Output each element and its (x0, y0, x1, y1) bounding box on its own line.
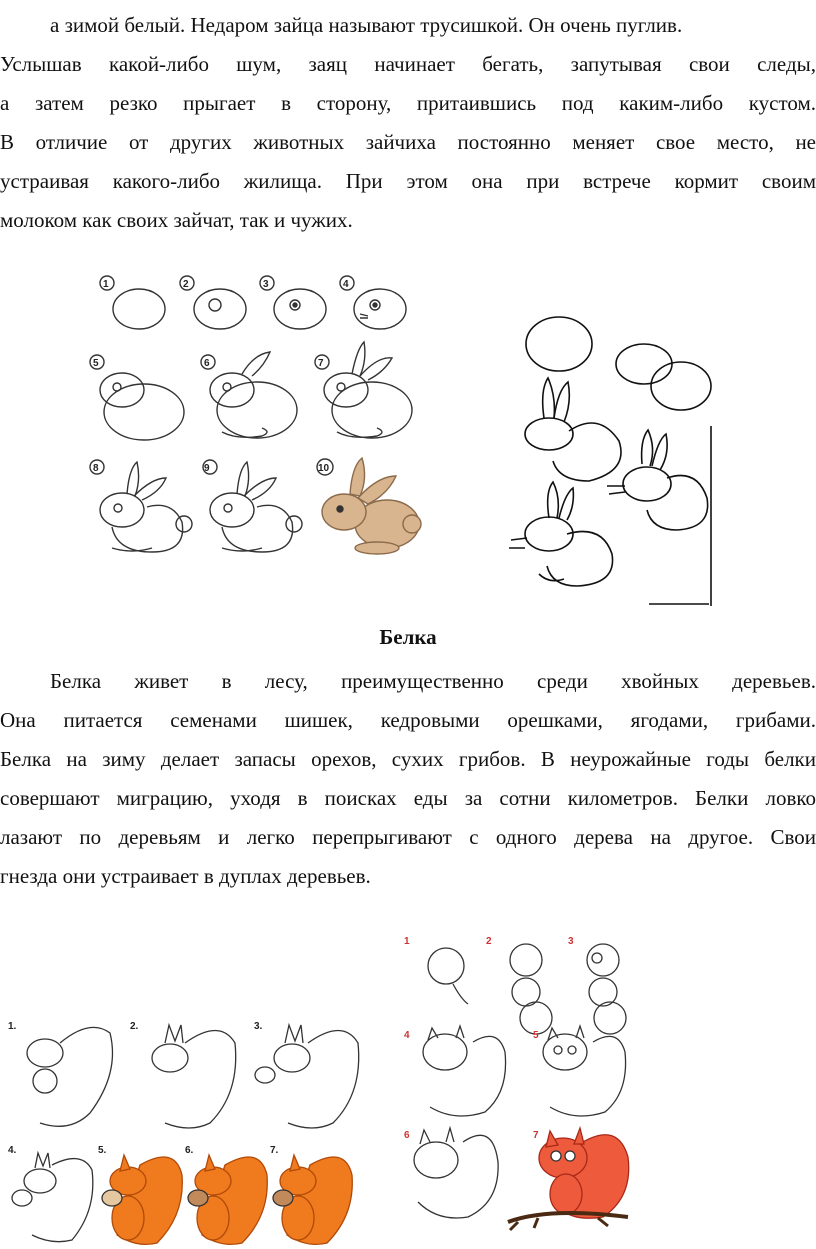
step-number: 8 (93, 463, 99, 474)
step-number: 2. (130, 1021, 139, 1032)
colored-rabbit (322, 458, 421, 554)
paragraph-line: лазают по деревьям и легко перепрыгивают с одного дерева на другое. Свои (0, 825, 816, 849)
step-number: 4 (343, 279, 349, 290)
paragraph-line: устраивая какого-либо жилища. При этом она при встрече кормит своим (0, 169, 816, 193)
step-number: 5 (533, 1030, 539, 1041)
paragraph-line: а зимой белый. Недаром зайца называют трусишкой. Он очень пуглив. (50, 13, 683, 37)
step-number: 3 (568, 936, 574, 947)
step-number: 9 (204, 463, 210, 474)
paragraph-line: молоком как своих зайчат, так и чужих. (0, 208, 353, 232)
paragraph-line: совершают миграцию, уходя в поисках еды за сотни километров. Белки ловко (0, 786, 816, 810)
step-number: 3. (254, 1021, 263, 1032)
step-number: 7. (270, 1145, 279, 1156)
step-number: 10 (318, 463, 330, 474)
step-number: 1 (404, 936, 410, 947)
paragraph-line: а затем резко прыгает в сторону, притаившись под каким-либо кустом. (0, 91, 816, 115)
step-number: 7 (318, 358, 324, 369)
paragraph-line: гнезда они устраивает в дуплах деревьев. (0, 864, 371, 888)
step-number: 6. (185, 1145, 194, 1156)
step-number: 5. (98, 1145, 107, 1156)
paragraph-line: Белка на зиму делает запасы орехов, сухих грибов. В неурожайные годы белки (0, 747, 816, 771)
step-number: 6 (404, 1130, 410, 1141)
step-number: 6 (204, 358, 210, 369)
squirrel-drawing-steps-right-image (398, 922, 640, 1249)
step-number: 5 (93, 358, 99, 369)
step-number: 2 (486, 936, 492, 947)
paragraph-line: Услышав какой-либо шум, заяц начинает бегать, запутывая свои следы, (0, 52, 816, 76)
step-number: 1. (8, 1021, 17, 1032)
paragraph-line: Она питается семенами шишек, кедровыми орешками, ягодами, грибами. (0, 708, 816, 732)
rabbit-paragraph (0, 6, 816, 240)
squirrel-drawing-steps-left-image (0, 1003, 365, 1249)
step-number: 7 (533, 1130, 539, 1141)
step-number: 3 (263, 279, 269, 290)
squirrel-paragraph (0, 662, 816, 896)
paragraph-line: Белка живет в лесу, преимущественно среди хвойных деревьев. (50, 669, 816, 693)
step-number: 2 (183, 279, 189, 290)
rabbit-sketches-image (449, 306, 751, 606)
step-number: 1 (103, 279, 109, 290)
paragraph-line: В отличие от других животных зайчиха постоянно меняет свое место, не (0, 130, 816, 154)
red-squirrel (539, 1128, 629, 1218)
step-number: 4. (8, 1145, 17, 1156)
step-number: 4 (404, 1030, 410, 1041)
section-heading: Белка (379, 625, 437, 649)
rabbit-drawing-steps-image (82, 262, 427, 582)
